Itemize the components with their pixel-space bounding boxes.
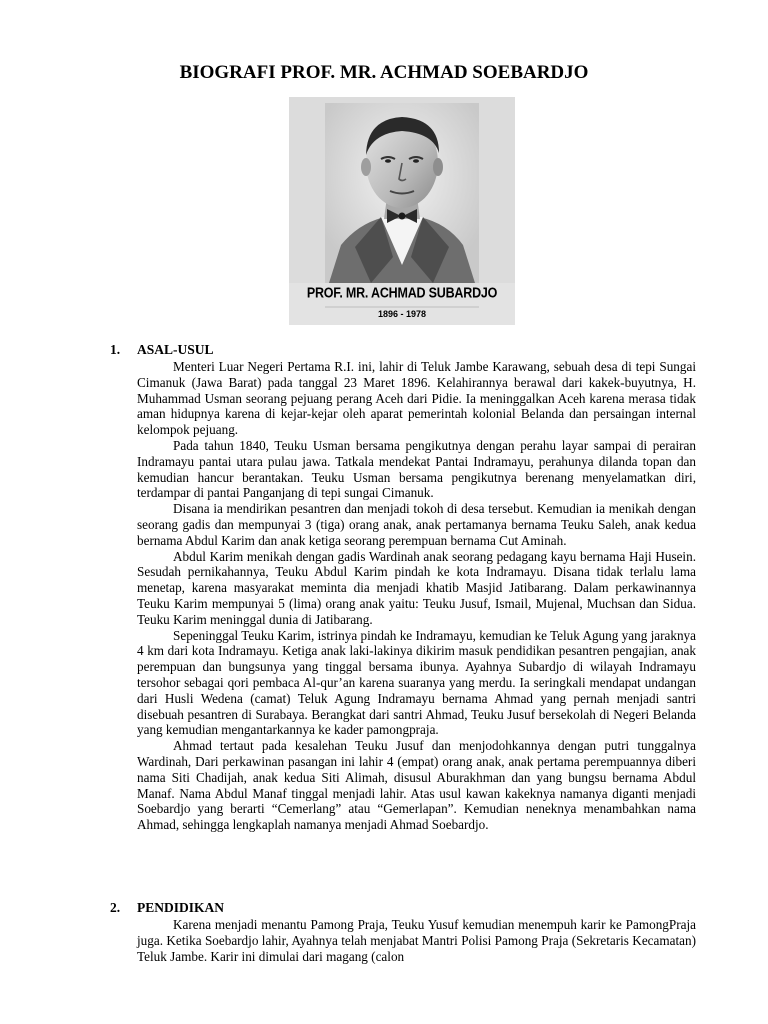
paragraph: Ahmad tertaut pada kesalehan Teuku Jusuf dan menjodohkannya dengan putri tunggalnya Wardinah, Dari perkawinan pasangan ini lahir 4 (empat) orang anak, anak pertama perempuannya diberi nama Siti Chadijah, anak kedua Siti Alimah, disusul Aburakhman dan yang bungsu bernama Abdul Manaf. Nama Abdul Manaf tinggal menjadi lahir. Atas usul kawan kakeknya namanya diganti menjadi Soebardjo yang berarti “Cemerlang” atau “Gemerlapan”. Kemudian neneknya menambahkan nama Ahmad, sehingga lengkaplah namanya menjadi Ahmad Soebardjo. [137, 738, 696, 833]
paragraph: Menteri Luar Negeri Pertama R.I. ini, lahir di Teluk Jambe Karawang, sebuah desa di tepi Sungai Cimanuk (Jawa Barat) pada tanggal 23 Maret 1896. Kelahirannya berawal dari kakek-buyutnya, H. Muhammad Usman seorang pejuang perang Aceh dari Pidie. Ia meninggalkan Aceh karena merasa tidak aman hidupnya karena di kejar-kejar oleh aparat pemerintah kolonial Belanda dan persaingan internal kelompok pejuang. [137, 359, 696, 438]
portrait-caption-name: PROF. MR. ACHMAD SUBARDJO [306, 284, 498, 302]
paragraph: Abdul Karim menikah dengan gadis Wardinah anak seorang pedagang kayu bernama Haji Husein. Sesudah pernikahannya, Teuku Abdul Karim pindah ke kota Indramayu. Disana tidak terlalu lama menetap, karena masyarakat meminta dia menjadi khatib Masjid Jatibarang. Dalam perkawinannya Teuku Karim mempunyai 5 (lima) orang anak yaitu: Teuku Jusuf, Ismail, Mujenal, Muchsan dan Sidua. Teuku Karim meninggal dunia di Jatibarang. [137, 548, 696, 627]
paragraph: Pada tahun 1840, Teuku Usman bersama pengikutnya dengan perahu layar sampai di perairan Indramayu pantai utara pulau jawa. Tatkala mendekat Pantai Indramayu, perahunya dilanda topan dan kemudian hancur berantakan. Teuku Usman bersama pengikutnya berenang menyelamatkan diri, terdampar di pantai Panganjang di tepi sungai Cimanuk. [137, 437, 696, 501]
paragraph: Disana ia mendirikan pesantren dan menjadi tokoh di desa tersebut. Kemudian ia menikah dengan seorang gadis dan mempunyai 3 (tiga) orang anak, anak pertamanya bernama Teuku Saleh, anak kedua bernama Abdul Karim dan anak ketiga seorang perempuan bernama Cut Aminah. [137, 501, 696, 548]
section-title: ASAL-USUL [137, 342, 214, 357]
document-title: BIOGRAFI PROF. MR. ACHMAD SOEBARDJO [179, 62, 589, 83]
section-pendidikan [110, 899, 696, 964]
section-number: 1. [110, 342, 121, 357]
section-number: 2. [110, 900, 121, 915]
paragraph: Sepeninggal Teuku Karim, istrinya pindah ke Indramayu, kemudian ke Teluk Agung yang jaraknya 4 km dari kota Indramayu. Ketiga anak laki-lakinya dikirim masuk pendidikan pesantren pengajian, anak perempuan dan bungsunya yang tinggal bersama ibunya. Ayahnya Subardjo di wilayah Indramayu tersohor sebagai qori pembaca Al-qur’an karena suaranya yang merdu. Ia seringkali mendapat undangan dari Husli Wedena (camat) Teluk Agung Indramayu bernama Ahmad yang pernah menjadi santri disebuah pesantren di Surabaya. Berangkat dari santri Ahmad, Teuku Jusuf bersekolah di Negeri Belanda yang kemudian mengantarkannya ke kader pamongpraja. [137, 627, 696, 738]
section-asal-usul [110, 341, 696, 833]
portrait-caption-years: 1896 - 1978 [377, 309, 427, 319]
portrait-photo [289, 97, 515, 325]
section-heading [110, 341, 696, 359]
paragraph: Karena menjadi menantu Pamong Praja, Teuku Yusuf kemudian menempuh karir ke PamongPraja juga. Ketika Soebardjo lahir, Ayahnya telah menjabat Mantri Polisi Pamong Praja (Sekretaris Kecamatan) Teluk Jambe. Karir ini dimulai dari magang (calon [137, 917, 696, 964]
section-title: PENDIDIKAN [137, 900, 225, 915]
section-heading [110, 899, 696, 917]
